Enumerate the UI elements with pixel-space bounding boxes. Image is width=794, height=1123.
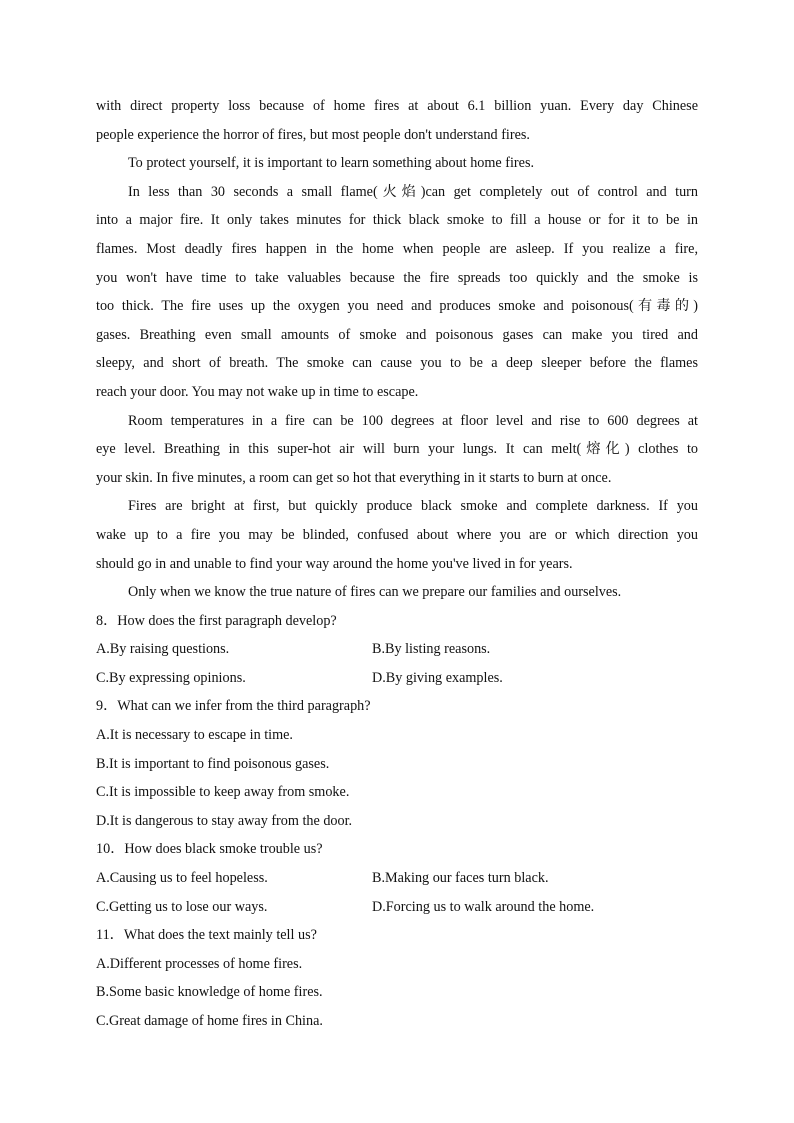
paragraph-4-line: Room temperatures in a fire can be 100 degrees at floor level and rise to 600 degrees at [128,412,698,429]
option-a: A.By raising questions. [96,641,230,658]
paragraph-3-line: In less than 30 seconds a small flame(火焰)can get completely out of control and turn [128,183,698,200]
option-b: B.Some basic knowledge of home fires. [96,984,323,1001]
question-10-options-row-2 [96,893,698,922]
option-c: C.It is impossible to keep away from smoke. [96,784,350,801]
paragraph-5-line: should go in and unable to find your way around the home you've lived in for years. [96,555,573,572]
paragraph-3-line: into a major fire. It only takes minutes for thick black smoke to fill a house or for it to be in [96,212,698,229]
option-a: A.It is necessary to escape in time. [96,727,293,744]
option-b: B.It is important to find poisonous gases. [96,755,330,772]
paragraph-5-line: wake up to a fire you may be blinded, confused about where you are or which direction you [96,526,698,543]
question-8-options-row-2 [96,664,698,693]
paragraph-3-line: too thick. The fire uses up the oxygen you need and produces smoke and poisonous(有毒的) [96,298,698,315]
option-c: C.Getting us to lose our ways. [96,898,268,915]
paragraph-3-line: reach your door. You may not wake up in time to escape. [96,383,419,400]
option-b: B.By listing reasons. [372,641,491,658]
passage-line: with direct property loss because of home fires at about 6.1 billion yuan. Every day Chinese [96,98,698,114]
option-d: D.By giving examples. [372,669,503,686]
passage-line: people experience the horror of fires, but most people don't understand fires. [96,126,530,143]
question-10-options-row-1 [96,864,698,893]
option-a: A.Different processes of home fires. [96,955,303,972]
option-a: A.Causing us to feel hopeless. [96,870,268,887]
document-body [96,92,698,1036]
paragraph-3-line: you won't have time to take valuables because the fire spreads too quickly and the smoke is [96,269,698,286]
paragraph-4-line: eye level. Breathing in this super-hot air will burn your lungs. It can melt(熔化) clothes to [96,441,698,458]
paragraph-4-line: your skin. In five minutes, a room can get so hot that everything in it starts to burn at once. [96,469,612,486]
question-10-stem: 10．How does black smoke trouble us? [96,841,323,858]
option-c: C.By expressing opinions. [96,669,246,686]
paragraph-3-line: sleepy, and short of breath. The smoke can cause you to be a deep sleeper before the flames [96,355,698,372]
option-d: D.It is dangerous to stay away from the door. [96,812,353,829]
paragraph-2: To protect yourself, it is important to learn something about home fires. [128,155,535,172]
paragraph-3-line: gases. Breathing even small amounts of smoke and poisonous gases can make you tired and [96,326,698,343]
question-8-options-row-1 [96,635,698,664]
option-c: C.Great damage of home fires in China. [96,1013,323,1029]
question-11-stem: 11．What does the text mainly tell us? [96,927,317,944]
paragraph-6: Only when we know the true nature of fires can we prepare our families and ourselves. [128,584,622,601]
option-b: B.Making our faces turn black. [372,870,549,887]
paragraph-3-line: flames. Most deadly fires happen in the home when people are asleep. If you realize a fire, [96,240,698,257]
paragraph-5-line: Fires are bright at first, but quickly produce black smoke and complete darkness. If you [128,498,698,515]
question-8-stem: 8．How does the first paragraph develop? [96,612,337,629]
question-9-stem: 9．What can we infer from the third paragraph? [96,698,371,715]
option-d: D.Forcing us to walk around the home. [372,898,595,915]
